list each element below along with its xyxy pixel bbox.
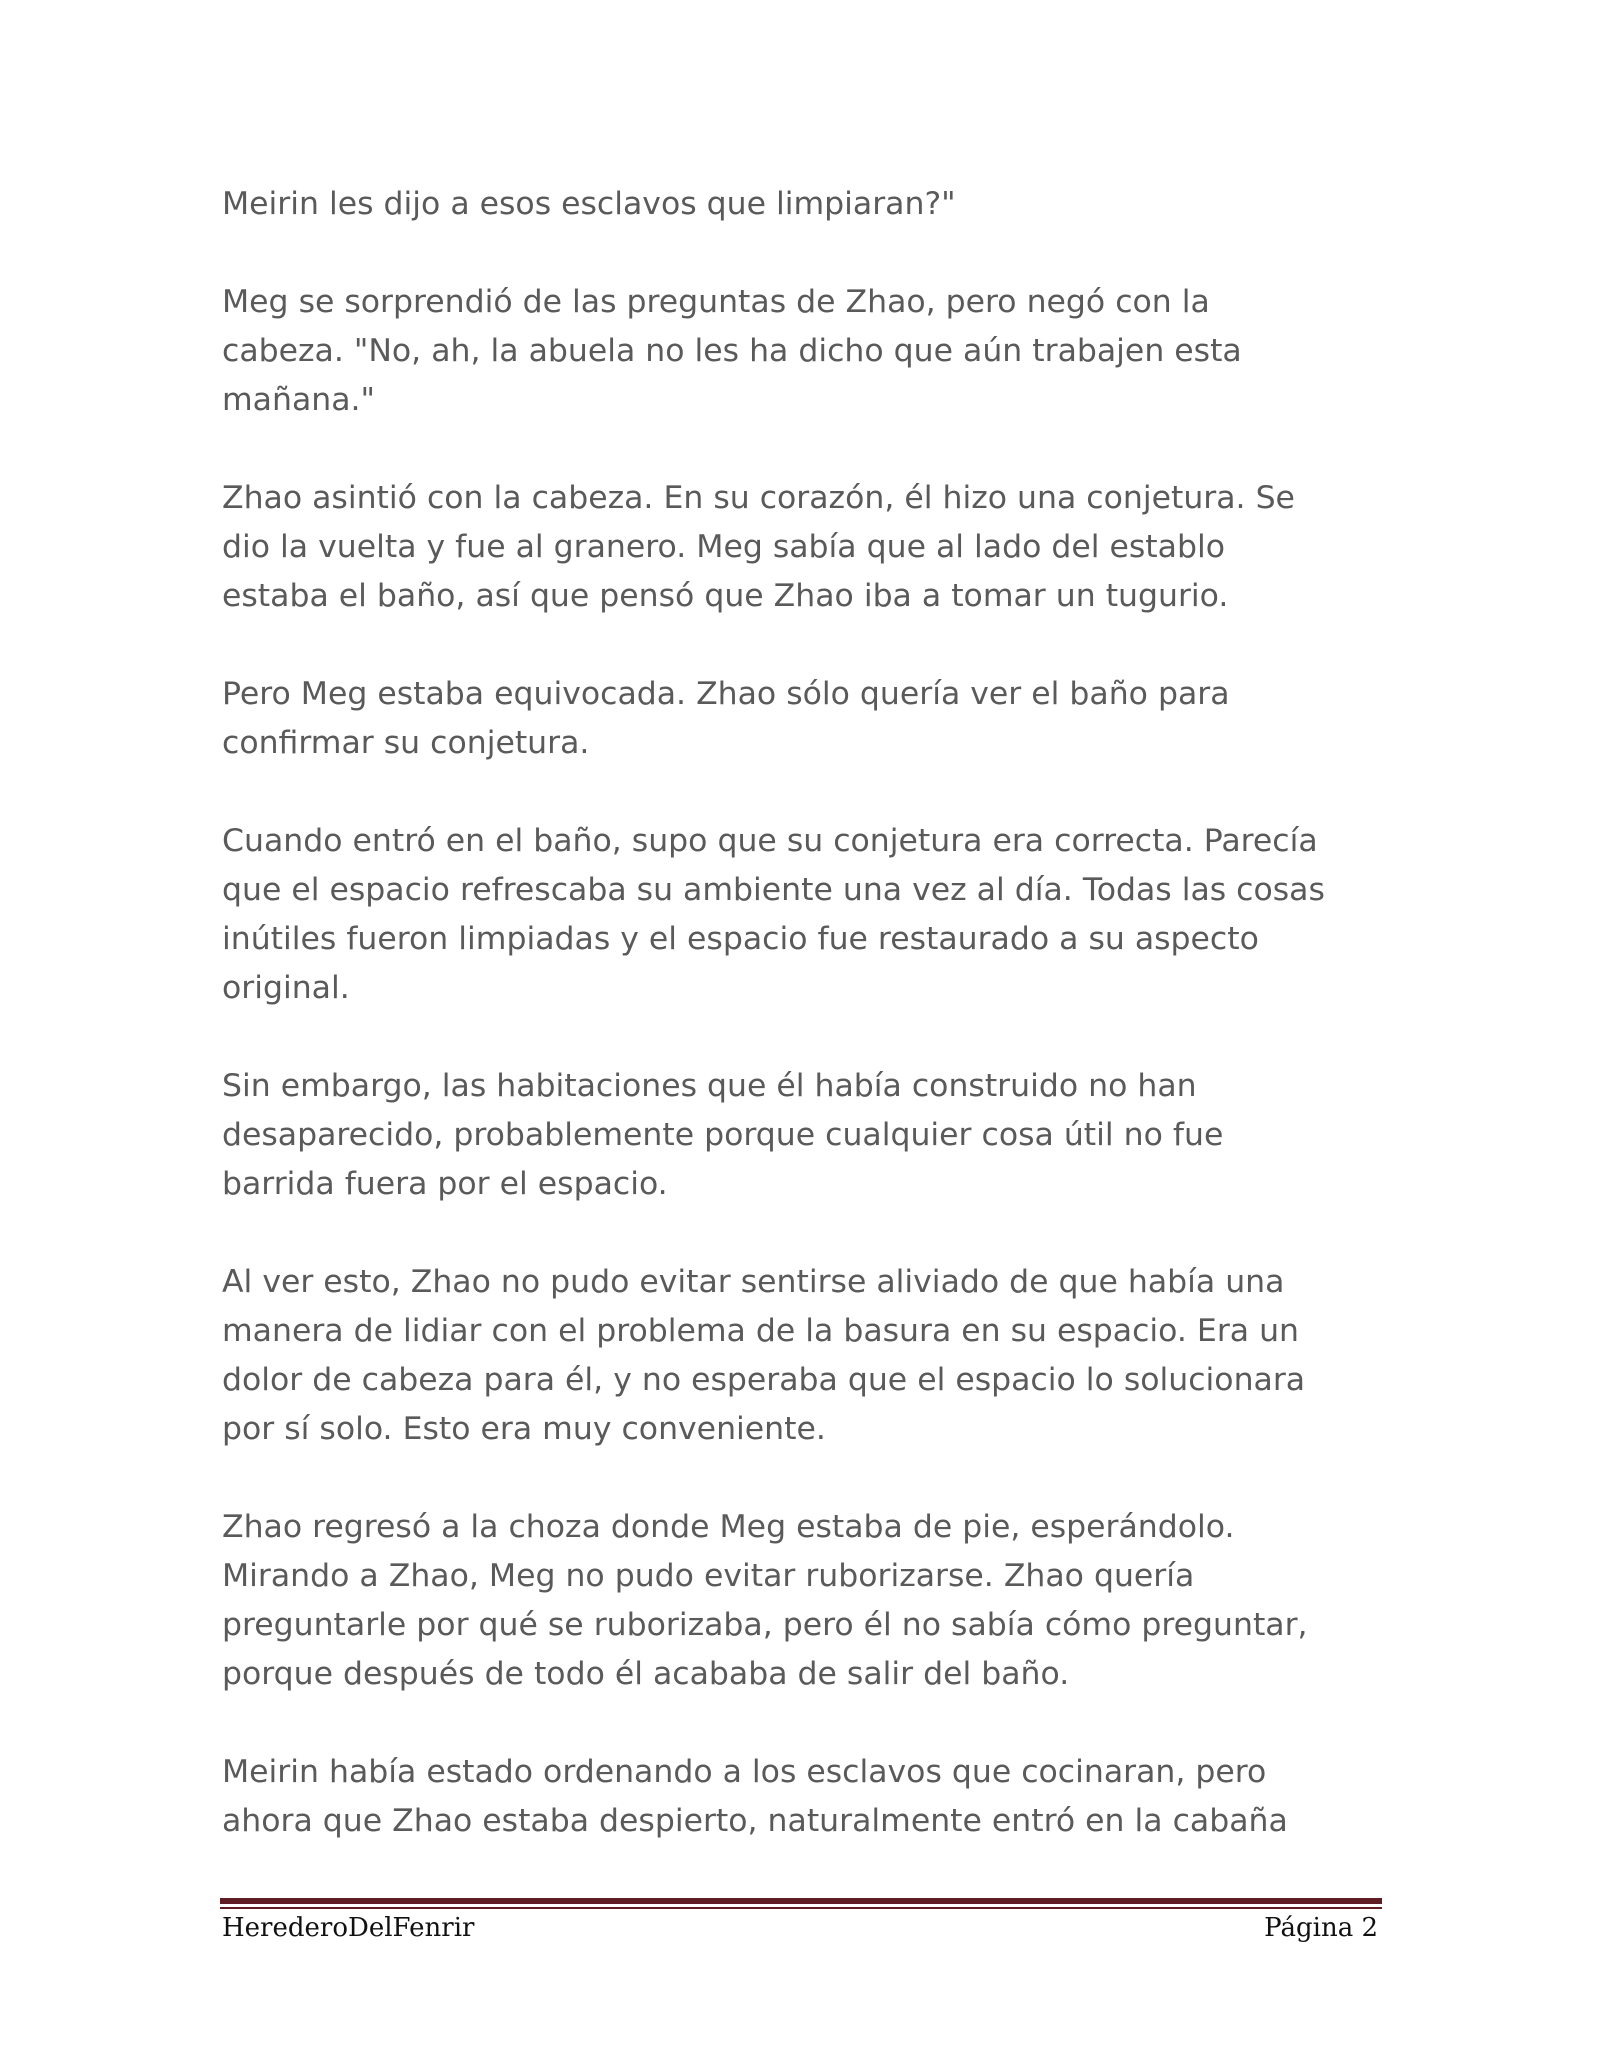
paragraph-6: Sin embargo, las habitaciones que él había construido no han desaparecido, probablemente porque cualquier cosa útil no fue barrida fuera por el espacio. bbox=[222, 1068, 1224, 1202]
paragraph-5: Cuando entró en el baño, supo que su conjetura era correcta. Parecía que el espacio refrescaba su ambiente una vez al día. Todas las cosas inútiles fueron limpiadas y el espacio fue restaurado a su aspecto original. bbox=[222, 823, 1325, 1006]
paragraph-7: Al ver esto, Zhao no pudo evitar sentirse aliviado de que había una manera de lidiar con el problema de la basura en su espacio. Era un dolor de cabeza para él, y no esperaba que el espacio lo solucionara por sí solo. Esto era muy conveniente. bbox=[222, 1264, 1306, 1447]
footer-page-number: Página 2 bbox=[1264, 1913, 1378, 1943]
footer-divider-thin bbox=[220, 1907, 1382, 1909]
paragraph-1: Meirin les dijo a esos esclavos que limpiaran?" bbox=[222, 186, 956, 222]
body-text bbox=[222, 180, 1402, 1846]
paragraph-4: Pero Meg estaba equivocada. Zhao sólo quería ver el baño para confirmar su conjetura. bbox=[222, 676, 1230, 761]
footer-author: HerederoDelFenrir bbox=[222, 1913, 475, 1943]
paragraph-2: Meg se sorprendió de las preguntas de Zhao, pero negó con la cabeza. "No, ah, la abuela no les ha dicho que aún trabajen esta mañana." bbox=[222, 284, 1242, 418]
footer-divider-thick bbox=[220, 1898, 1382, 1904]
paragraph-9: Meirin había estado ordenando a los esclavos que cocinaran, pero ahora que Zhao estaba despierto, naturalmente entró en la cabaña bbox=[222, 1754, 1288, 1839]
paragraph-3: Zhao asintió con la cabeza. En su corazón, él hizo una conjetura. Se dio la vuelta y fue al granero. Meg sabía que al lado del establo estaba el baño, así que pensó que Zhao iba a tomar un tugurio. bbox=[222, 480, 1295, 614]
paragraph-8: Zhao regresó a la choza donde Meg estaba de pie, esperándolo. Mirando a Zhao, Meg no pudo evitar ruborizarse. Zhao quería preguntarle por qué se ruborizaba, pero él no sabía cómo preguntar, porque después de todo él acababa de salir del baño. bbox=[222, 1509, 1308, 1692]
